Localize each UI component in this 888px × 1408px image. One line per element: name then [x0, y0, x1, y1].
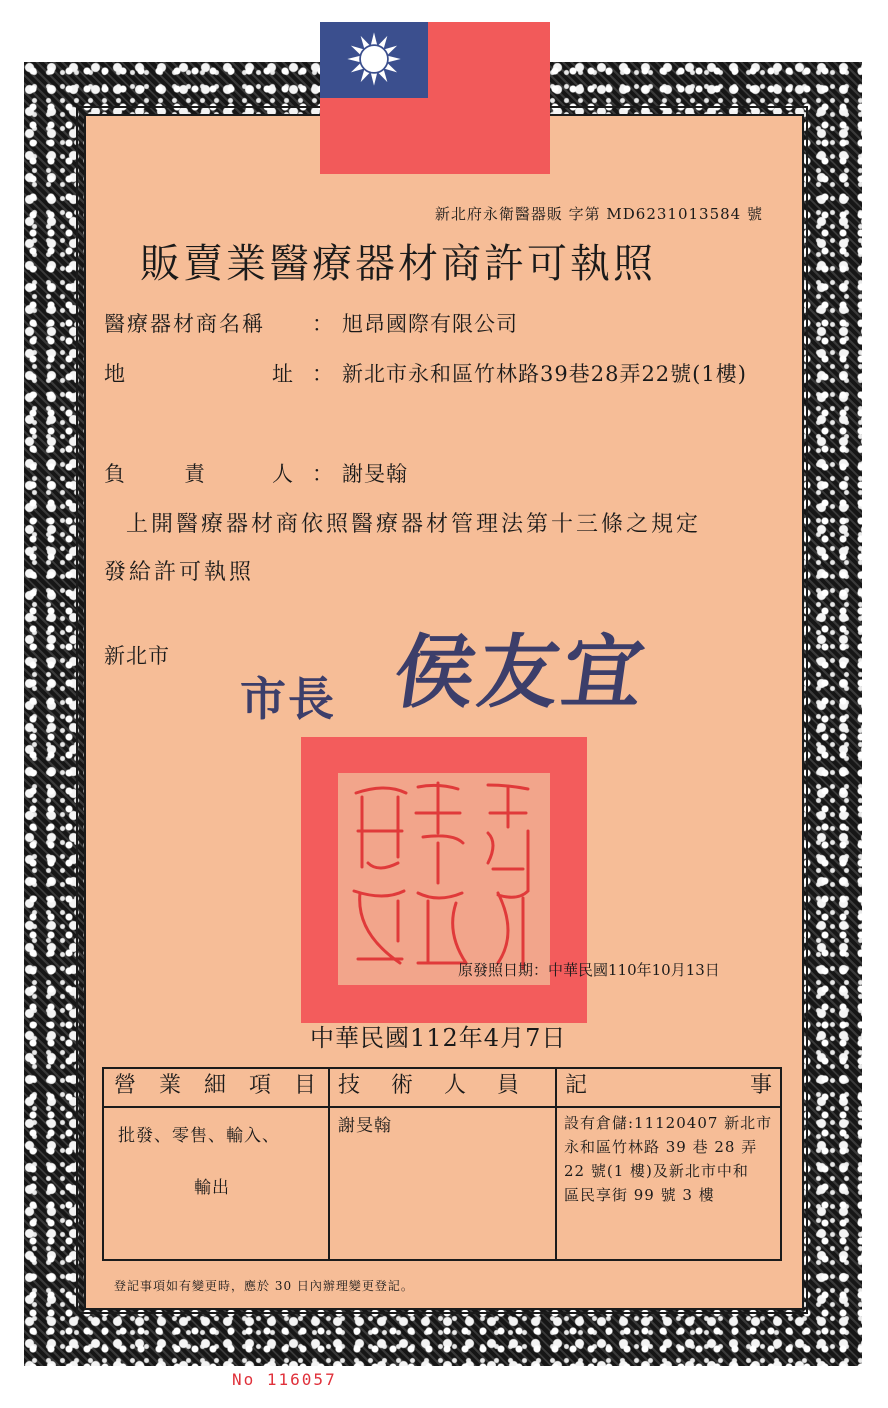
address-separator: ： — [312, 362, 333, 386]
company-name: 旭昂國際有限公司 — [342, 312, 518, 336]
mayor-signature: 侯友宜 — [388, 625, 654, 719]
technician-name: 謝旻翰 — [338, 1116, 392, 1136]
header-business-items: 營 業 細 項 目 — [114, 1073, 324, 1098]
company-name-separator: ： — [312, 312, 333, 336]
company-name-label: 醫療器材商名稱 — [104, 312, 265, 336]
issuer-city: 新北市 — [104, 644, 170, 668]
permit-number: 新北府永衛醫器販 字第 MD6231013584 號 — [434, 205, 763, 223]
white-sun-icon — [345, 30, 403, 88]
address-value: 新北市永和區竹林路39巷28弄22號(1樓) — [342, 362, 747, 386]
header-notes-2: 事 — [750, 1073, 773, 1098]
responsible-label-3: 人 — [272, 462, 295, 486]
address-label-1: 地 — [104, 362, 127, 386]
table-column-divider — [328, 1067, 330, 1261]
seal-script-icon — [338, 773, 550, 985]
notes-line: 區民享街 99 號 3 樓 — [564, 1186, 715, 1204]
notes-line: 設有倉儲:11120407 新北市 — [564, 1114, 773, 1132]
notes-line: 永和區竹林路 39 巷 28 弄 — [564, 1138, 758, 1156]
notes-line: 22 號(1 樓)及新北市中和 — [564, 1162, 749, 1180]
business-items-line-1: 批發、零售、輸入、 — [118, 1126, 280, 1146]
serial-number: No 116057 — [232, 1370, 337, 1389]
statement-line-1: 上開醫療器材商依照醫療器材管理法第十三條之規定 — [126, 512, 702, 537]
statement-line-2: 發給許可執照 — [104, 560, 255, 585]
business-items-line-2: 輸出 — [194, 1178, 230, 1198]
page-title: 販賣業醫療器材商許可執照 — [140, 241, 656, 287]
original-issue-date: 原發照日期：中華民國110年10月13日 — [458, 961, 720, 979]
mayor-label: 市長 — [240, 672, 336, 726]
address-label-2: 址 — [272, 362, 295, 386]
responsible-label-2: 責 — [184, 462, 207, 486]
issue-date: 中華民國112年4月7日 — [310, 1024, 567, 1052]
header-notes-1: 記 — [565, 1073, 588, 1098]
responsible-person: 謝旻翰 — [342, 462, 408, 486]
table-header-divider — [102, 1106, 782, 1108]
footnote: 登記事項如有變更時，應於 30 日內辦理變更登記。 — [114, 1279, 414, 1293]
responsible-label-1: 負 — [104, 462, 127, 486]
header-technician: 技 術 人 員 — [338, 1073, 531, 1098]
responsible-separator: ： — [312, 462, 333, 486]
table-column-divider — [555, 1067, 557, 1261]
